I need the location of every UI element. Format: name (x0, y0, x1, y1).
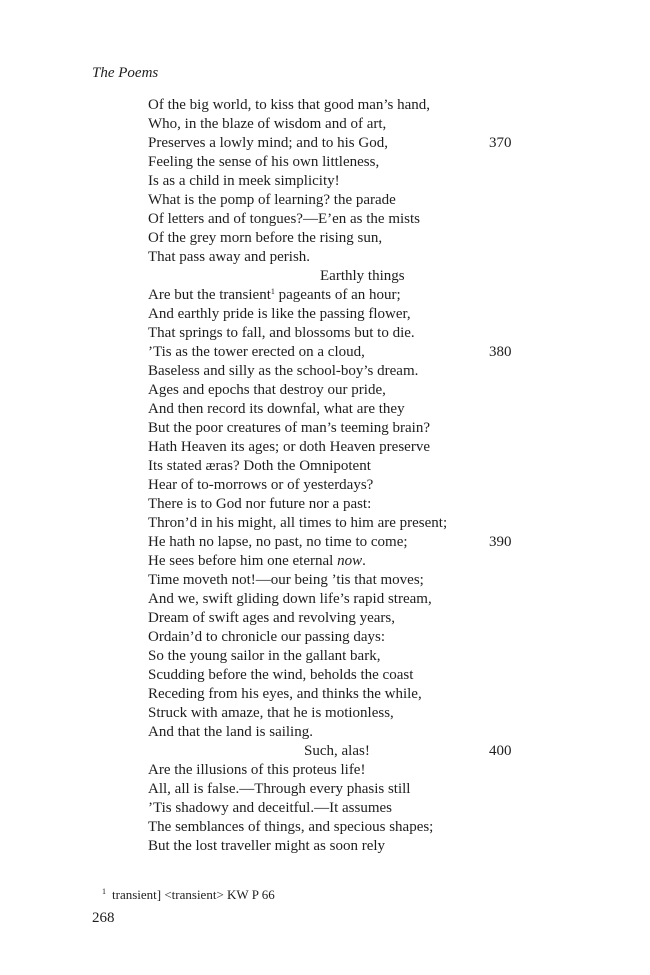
line-number: 400 (489, 743, 512, 759)
poem-line (148, 628, 528, 647)
poem-line-text: Are the illusions of this proteus life! (148, 762, 366, 778)
page-number: 268 (92, 910, 115, 926)
poem-text (148, 96, 528, 856)
poem-line (148, 476, 528, 495)
poem-line (148, 267, 528, 286)
footnote-marker: 1 (102, 887, 106, 896)
poem-line (148, 780, 528, 799)
line-number: 370 (489, 135, 512, 151)
poem-line-text: Ordain’d to chronicle our passing days: (148, 629, 386, 645)
poem-line-text: That springs to fall, and blossoms but to die. (148, 325, 415, 341)
poem-line (148, 115, 528, 134)
poem-line (148, 590, 528, 609)
poem-line (148, 761, 528, 780)
poem-line-text: Of the big world, to kiss that good man’s hand, (148, 97, 431, 113)
poem-line-text: The semblances of things, and specious shapes; (148, 819, 434, 835)
poem-line (148, 685, 528, 704)
poem-line-text: Feeling the sense of his own littleness, (148, 154, 380, 170)
poem-line (148, 533, 528, 552)
poem-line-text: And earthly pride is like the passing flower, (148, 306, 411, 322)
poem-line (148, 172, 528, 191)
poem-line-text: Baseless and silly as the school-boy’s dream. (148, 363, 419, 379)
poem-line (148, 571, 528, 590)
poem-line-text: Struck with amaze, that he is motionless, (148, 705, 394, 721)
poem-line-text: Receding from his eyes, and thinks the while, (148, 686, 422, 702)
poem-line-text: He hath no lapse, no past, no time to come; (148, 534, 408, 550)
poem-line (148, 704, 528, 723)
footnote (102, 883, 275, 904)
poem-line-text: Such, alas! (304, 743, 370, 759)
poem-line-text: Who, in the blaze of wisdom and of art, (148, 116, 387, 132)
emphasis-text: now (337, 553, 363, 569)
poem-line-text: Hath Heaven its ages; or doth Heaven preserve (148, 439, 430, 455)
poem-line-text: Ages and epochs that destroy our pride, (148, 382, 386, 398)
poem-line-text: Scudding before the wind, beholds the coast (148, 667, 414, 683)
poem-line (148, 134, 528, 153)
poem-line-text: Of letters and of tongues?—E’en as the mists (148, 211, 421, 227)
poem-line (148, 457, 528, 476)
poem-line-text: Thron’d in his might, all times to him are present; (148, 515, 448, 531)
poem-line (148, 229, 528, 248)
poem-line (148, 153, 528, 172)
poem-line-text: All, all is false.—Through every phasis still (148, 781, 411, 797)
poem-line-text: Preserves a lowly mind; and to his God, (148, 135, 388, 151)
poem-line-text: ’Tis as the tower erected on a cloud, (148, 344, 365, 360)
poem-line (148, 666, 528, 685)
poem-line (148, 96, 528, 115)
poem-line (148, 419, 528, 438)
poem-line-text: ’Tis shadowy and deceitful.—It assumes (148, 800, 392, 816)
poem-line-text: What is the pomp of learning? the parade (148, 192, 396, 208)
poem-line (148, 723, 528, 742)
poem-line (148, 438, 528, 457)
poem-line (148, 210, 528, 229)
poem-line-text: There is to God nor future nor a past: (148, 496, 372, 512)
poem-line (148, 514, 528, 533)
poem-line (148, 799, 528, 818)
poem-line-text: Of the grey morn before the rising sun, (148, 230, 383, 246)
footnote-text: transient] <transient> KW P 66 (112, 887, 275, 902)
poem-line (148, 495, 528, 514)
poem-line (148, 305, 528, 324)
poem-line-text: Its stated æras? Doth the Omnipotent (148, 458, 371, 474)
poem-line (148, 400, 528, 419)
poem-line (148, 324, 528, 343)
line-number: 390 (489, 534, 512, 550)
poem-line (148, 837, 528, 856)
poem-line-text: Time moveth not!—our being ’tis that moves; (148, 572, 424, 588)
running-head: The Poems (92, 65, 159, 81)
poem-line-text: He sees before him one eternal now. (148, 553, 366, 569)
line-number: 380 (489, 344, 512, 360)
poem-line-text: And we, swift gliding down life’s rapid stream, (148, 591, 432, 607)
poem-line (148, 362, 528, 381)
poem-line (148, 381, 528, 400)
poem-line (148, 742, 528, 761)
poem-line-text: And then record its downfal, what are they (148, 401, 405, 417)
poem-line-text: Dream of swift ages and revolving years, (148, 610, 396, 626)
poem-line (148, 248, 528, 267)
poem-line-text: But the lost traveller might as soon rely (148, 838, 386, 854)
poem-line-text: Earthly things (320, 268, 405, 284)
poem-line-text: Are but the transient$^1$ pageants of an hour; (148, 287, 401, 303)
poem-line (148, 647, 528, 666)
poem-line (148, 343, 528, 362)
poem-line (148, 286, 528, 305)
poem-line-text: And that the land is sailing. (148, 724, 313, 740)
poem-line (148, 191, 528, 210)
poem-line (148, 609, 528, 628)
poem-line-text: Is as a child in meek simplicity! (148, 173, 340, 189)
poem-line (148, 552, 528, 571)
poem-line-text: So the young sailor in the gallant bark, (148, 648, 381, 664)
footnote-reference: 1 (270, 287, 275, 296)
poem-line (148, 818, 528, 837)
poem-line-text: But the poor creatures of man’s teeming brain? (148, 420, 430, 436)
poem-line-text: Hear of to-morrows or of yesterdays? (148, 477, 374, 493)
poem-line-text: That pass away and perish. (148, 249, 311, 265)
